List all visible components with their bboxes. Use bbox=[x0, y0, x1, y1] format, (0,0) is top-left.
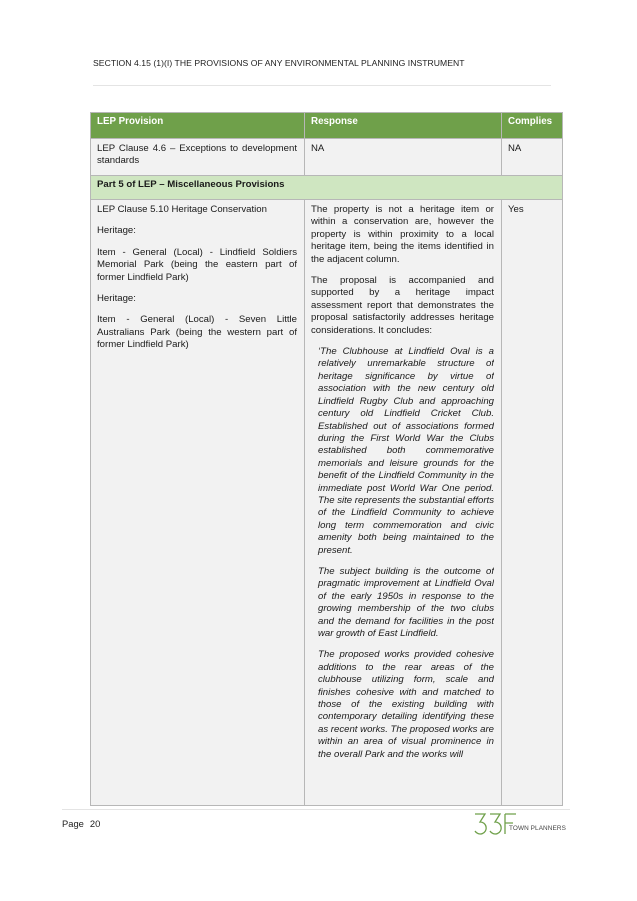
quote-paragraph: The proposed works provided cohesive additions to the rear areas of the clubhouse utilizing form, scale and finishes cohesive with and matched to those of the existing building with contemporary detailing identifying these as recent works. The proposed works are within an area of visual prominence in the overall Park and the works will bbox=[318, 649, 494, 760]
column-header-provision: LEP Provision bbox=[91, 113, 305, 139]
table-row bbox=[91, 200, 563, 806]
lep-provisions-table bbox=[90, 112, 563, 806]
heritage-report-quote bbox=[311, 346, 494, 761]
provision-line: Heritage: bbox=[97, 293, 136, 305]
column-header-response: Response bbox=[305, 113, 502, 139]
logo-text: TOWN PLANNERS bbox=[509, 825, 566, 832]
response-cell bbox=[305, 200, 502, 806]
provision-line: LEP Clause 5.10 Heritage Conservation bbox=[97, 204, 267, 215]
response-paragraph: The property is not a heritage item or within a conservation are, however the property is within proximity to a local heritage item, being the items identified in the adjacent column. bbox=[311, 204, 494, 265]
response-cell: NA bbox=[305, 139, 502, 176]
header-divider bbox=[93, 85, 551, 86]
page-number-value: 20 bbox=[89, 818, 101, 829]
complies-cell: NA bbox=[502, 139, 563, 176]
complies-cell: Yes bbox=[502, 200, 563, 806]
section-title: Part 5 of LEP – Miscellaneous Provisions bbox=[91, 176, 563, 200]
provision-line: Heritage: bbox=[97, 225, 136, 237]
provision-line: Item - General (Local) - Seven Little Australians Park (being the western part of former Lindfield Park) bbox=[97, 314, 297, 351]
company-logo-icon bbox=[472, 811, 572, 837]
page-number bbox=[62, 818, 100, 829]
section-row bbox=[91, 176, 563, 200]
provision-cell: LEP Clause 4.6 – Exceptions to development standards bbox=[91, 139, 305, 176]
quote-paragraph: ‘The Clubhouse at Lindfield Oval is a relatively unremarkable structure of heritage significance by virtue of association with the new century old Lindfield Rugby Club and approaching century old Lindfield Cricket Club. Established out of associations formed during the First World War the Clubs established both commemorative memorials and leisure grounds for the benefit of the Lindfield Community in the immediate post World War One period. The site represents the substantial efforts of the Lindfield Community to achieve long term commemoration and civic amenity both being maintained to the present. bbox=[318, 346, 494, 556]
provision-cell bbox=[91, 200, 305, 806]
table-row bbox=[91, 139, 563, 176]
footer-divider bbox=[62, 809, 570, 810]
table-header-row bbox=[91, 113, 563, 139]
provision-line: Item - General (Local) - Lindfield Soldiers Memorial Park (being the eastern part of former Lindfield Park) bbox=[97, 246, 297, 283]
quote-paragraph: The subject building is the outcome of pragmatic improvement at Lindfield Oval of the early 1950s in response to the growing membership of the two clubs and the demand for facilities in the post war growth of East Lindfield. bbox=[318, 565, 494, 639]
response-paragraph: The proposal is accompanied and supported by a heritage impact assessment report that demonstrates the proposal satisfactorily addresses heritage considerations. It concludes: bbox=[311, 275, 494, 336]
page-label: Page bbox=[62, 818, 84, 829]
column-header-complies: Complies bbox=[502, 113, 563, 139]
page-header-title: SECTION 4.15 (1)(I) THE PROVISIONS OF ANY ENVIRONMENTAL PLANNING INSTRUMENT bbox=[93, 58, 465, 68]
